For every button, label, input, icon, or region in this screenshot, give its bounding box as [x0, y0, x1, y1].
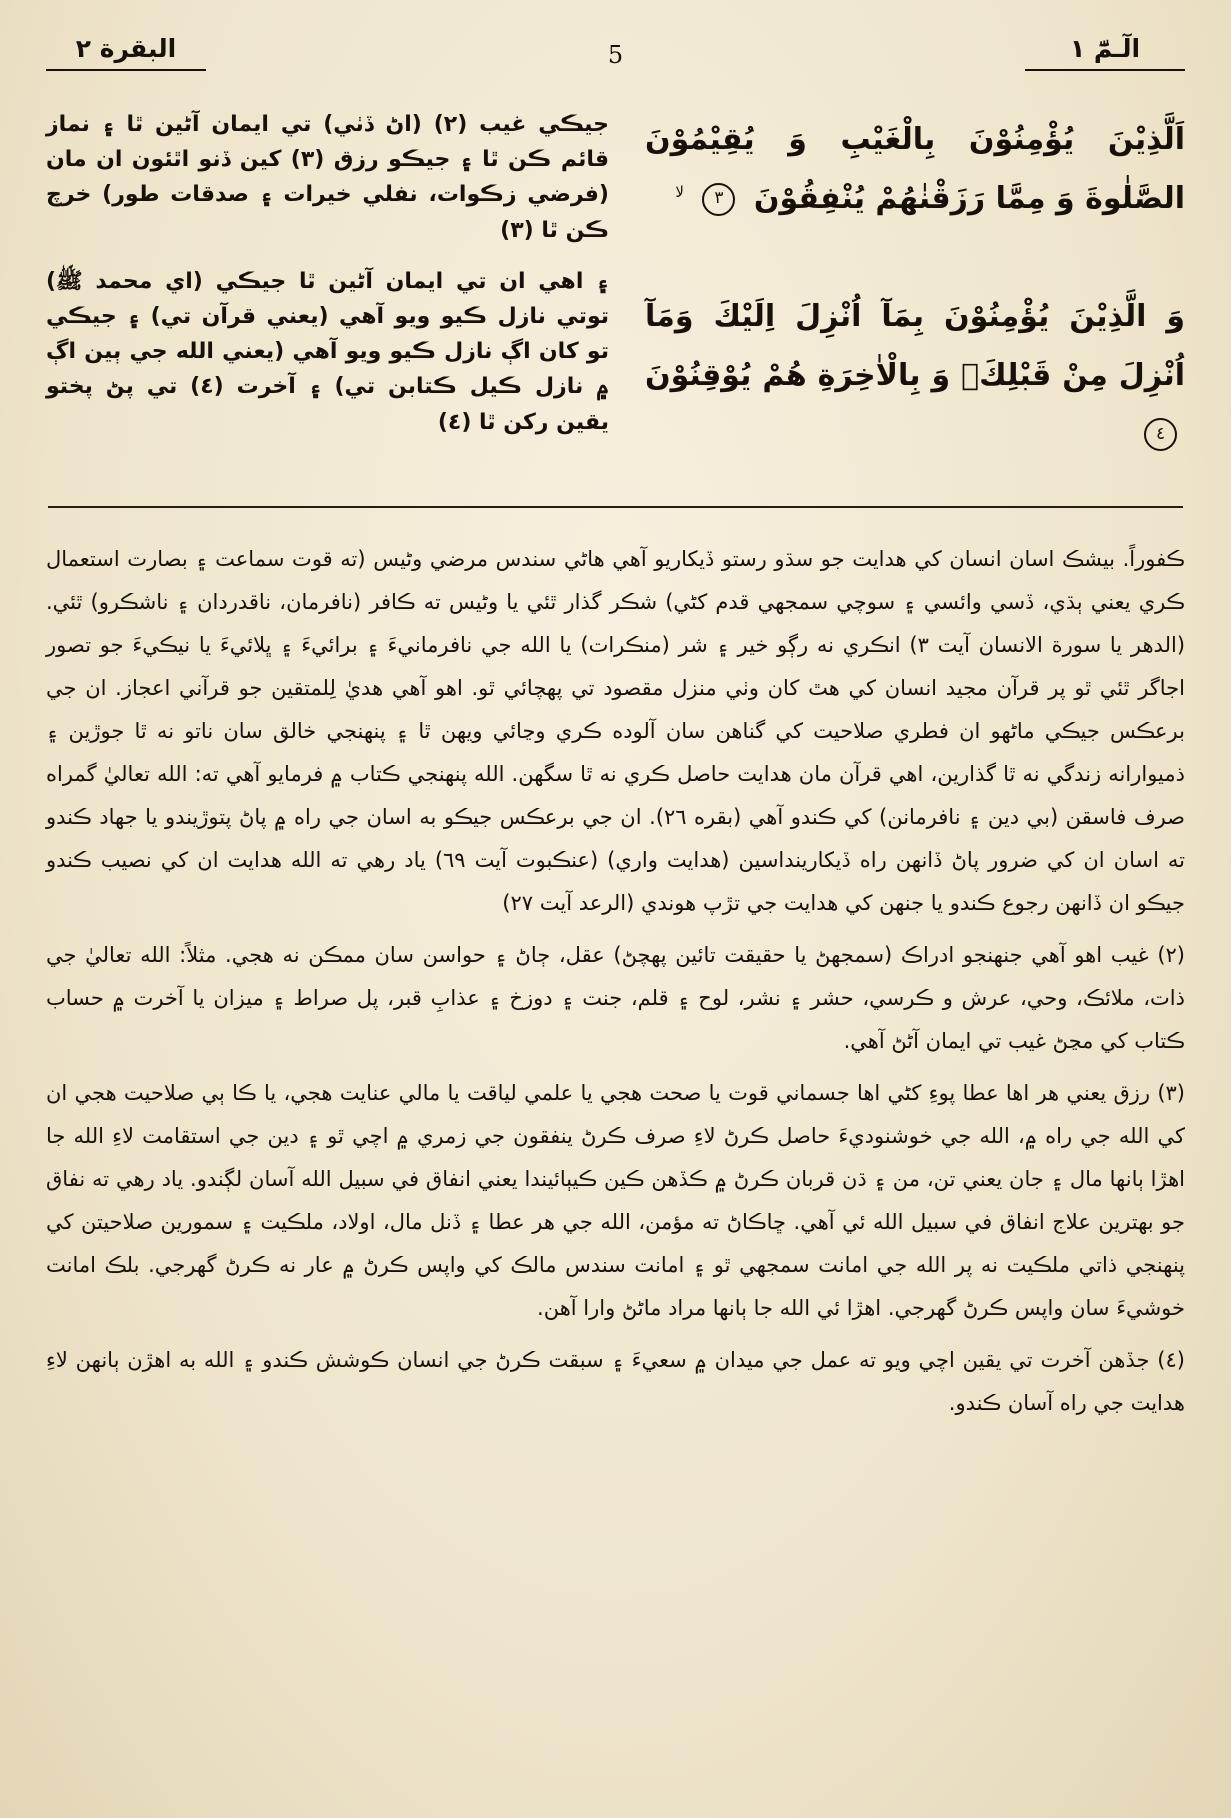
- surah-name-text: البقرة ٢: [75, 34, 177, 63]
- ayah-4-number-medallion: ٤: [1144, 418, 1177, 451]
- ayah-4-translation: ۽ اهي ان تي ايمان آڻين ٿا جيڪي (اي محمد ﷺ) توتي نازل ڪيو ويو آهي (يعني قرآن تي) ۽ جيڪي تو کان اڳ نازل ڪيو ويو آهي (يعني الله جي ٻين اڳ ۾ نازل ڪيل ڪتابن تي) ۽ آخرت (٤) تي پڻ پختو يقين رکن ٿا (٤): [46, 268, 610, 435]
- arabic-column: [645, 107, 1185, 464]
- footnote-2: (٢) غيب اهو آهي جنهنجو ادراڪ (سمجهڻ يا حقيقت تائين پهچڻ) عقل، ڄاڻ ۽ حواسن سان ممڪن نه هجي. مثلاً: الله تعاليٰ جي ذات، ملائڪ، وحي، عرش و ڪرسي، حشر ۽ نشر، لوح ۽ قلم، جنت ۽ دوزخ ۽ عذابِ قبر، پل صراط ۽ ميزان يا آخرت ۾ حساب ڪتاب کي مڃڻ غيب تي ايمان آڻڻ آهي.: [46, 942, 1185, 1054]
- ayah-4-arabic: [645, 288, 1185, 464]
- ayah-3-text: اَلَّذِيْنَ يُؤْمِنُوْنَ بِالْغَيْبِ وَ يُقِيْمُوْنَ الصَّلٰوةَ وَ مِمَّا رَزَقْنٰهُمْ يُنْفِقُوْنَ: [645, 122, 1185, 216]
- footnote-continuation: ڪفوراً. بيشڪ اسان انسان کي هدايت جو سڌو رستو ڏيکاريو آهي هاڻي سندس مرضي وڻيس (ته قوت سماعت ۽ بصارت استعمال ڪري يعني ٻڌي، ڏسي وائسي ۽ سوچي سمجهي قدم کڻي) شڪر گذار ٿئي يا وڻيس ته ڪافر (نافرمان، ناقدردان ۽ ناشڪرو) ٿئي. (الدهر يا سورة الانسان آيت ٣) انڪري نه رڳو خير ۽ شر (منڪرات) يا الله جي نافرمانيءَ ۽ برائيءَ ۽ ڀلائيءَ يا نيڪيءَ جو تصور اجاگر ٿئي ٿو پر قرآن مجيد انسان کي هٿ کان وٺي منزل مقصود تي پهچائي ٿو. اهو آهي هديٰ لِلمتقين جو قرآني اعجاز. ان جي برعڪس جيڪي ماڻهو ان فطري صلاحيت کي گناهن سان آلوده ڪري وڃائي ويهن ٿا ۽ پنهنجي خالق سان ناتو نه ٿا جوڙين ۽ ذميوارانه زندگي نه ٿا گذارين، اهي قرآن مان هدايت حاصل ڪري نه ٿا سگهن. الله پنهنجي ڪتاب ۾ فرمايو آهي ته: الله تعاليٰ گمراه صرف فاسقن (بي دين ۽ نافرمانن) کي ڪندو آهي (بقره ٢٦). ان جي برعڪس جيڪو به اسان جي راه ۾ پاڻ پتوڙيندو يا جهاد ڪندو ته اسان ان کي ضرور پاڻ ڏانهن راه ڏيکارينداسين (هدايت واري) (عنڪبوت آيت ٦٩) ياد رهي ته الله هدايت ان کي نصيب ڪندو جيڪو ان ڏانهن رجوع ڪندو يا جنهن کي هدايت جي تڙپ هوندي (الرعد آيت ٢٧): [46, 546, 1186, 915]
- ayah-3-translation: جيڪي غيب (٢) (اڻ ڏٺي) تي ايمان آڻين ٿا ۽ نماز قائم ڪن ٿا ۽ جيڪو رزق (٣) کين ڏنو اٿئون ان مان (فرضي زڪوات، نفلي خيرات ۽ صدقات طور) خرچ ڪن ٿا (٣): [46, 112, 609, 243]
- header-juz-marker: [1025, 34, 1185, 71]
- waqf-sign: لا: [675, 182, 684, 201]
- ayah-3-number-medallion: ٣: [702, 183, 735, 216]
- page-header: [46, 34, 1185, 71]
- footnote-3: (٣) رزق يعني هر اها عطا پوءِ کڻي اها جسماني قوت يا صحت هجي يا علمي لياقت يا مالي عنايت هجي، يا ڪا ٻي صلاحيت هجي ان کي الله جي راه ۾، الله جي خوشنوديءَ حاصل ڪرڻ لاءِ صرف ڪرڻ ينفقون جي زمري ۾ اچي ٿو ۽ دين جي استقامت لاءِ الله جا اهڙا ٻانها مال ۽ جان يعني تن، من ۽ ڌن قربان ڪرڻ ۾ ڪڏهن ڪين ڪيٻائيندا يعني انفاق في سبيل الله آسان لڳندو. ياد رهي ته نفاق جو بهترين علاج انفاق في سبيل الله ئي آهي. ڇاڪاڻ ته مؤمن، الله جي هر عطا ۽ ڏنل مال، اولاد، ملڪيت ۽ سمورين صلاحيتن کي پنهنجي ذاتي ملڪيت نه پر الله جي امانت سمجهي ٿو ۽ امانت سندس مالڪ کي واپس ڪرڻ ۾ عار نه ڪرڻ گهرجي. بلڪ امانت خوشيءَ سان واپس ڪرڻ گهرجي. اهڙا ئي الله جا ٻانها مراد ماڻڻ وارا آهن.: [46, 1081, 1185, 1321]
- translation-column: [46, 107, 609, 456]
- header-surah-name: [46, 34, 206, 71]
- footnote-separator-rule: [48, 506, 1183, 508]
- footnotes-section: [46, 538, 1185, 1426]
- ayah-4-text: وَ الَّذِيْنَ يُؤْمِنُوْنَ بِمَآ اُنْزِلَ اِلَيْكَ وَمَآ اُنْزِلَ مِنْ قَبْلِكَۚ وَ بِالْاٰخِرَةِ هُمْ يُوْقِنُوْنَ: [645, 299, 1185, 393]
- juz-marker-text: الٓـمّٓ ١: [1069, 34, 1141, 63]
- ayah-3-arabic: [645, 111, 1185, 228]
- quran-section: [46, 107, 1185, 464]
- footnote-4: (٤) جڏهن آخرت تي يقين اچي ويو ته عمل جي ميدان ۾ سعيءَ ۽ سبقت ڪرڻ جي انسان ڪوشش ڪندو ۽ الله به اهڙن ٻانهن لاءِ هدايت جي راه آسان ڪندو.: [46, 1348, 1185, 1416]
- page-number: 5: [607, 40, 624, 69]
